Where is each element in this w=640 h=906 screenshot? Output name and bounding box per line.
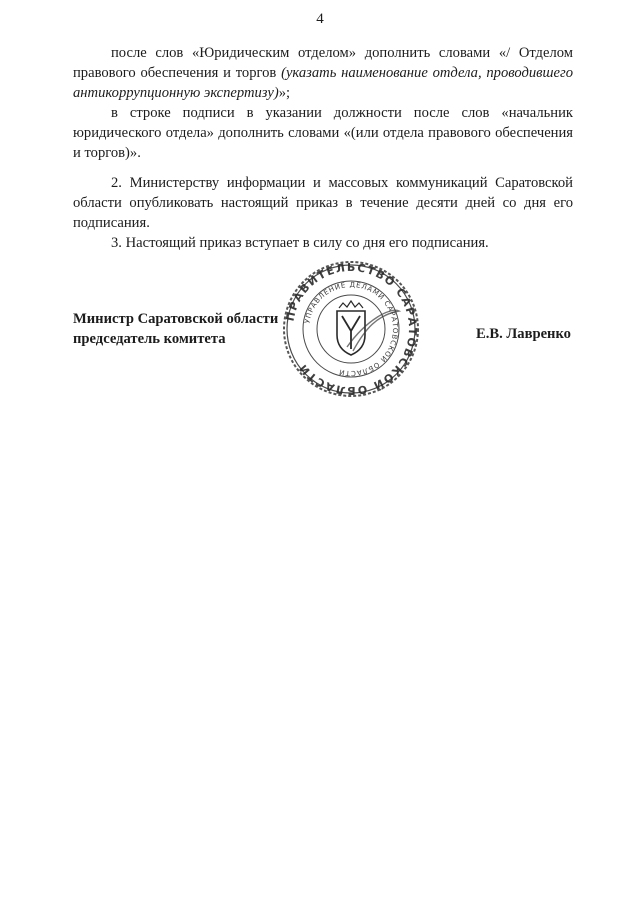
paragraph-amendment-1 [73,43,573,103]
paragraph-item-3: 3. Настоящий приказ вступает в силу со дня его подписания. [111,235,489,251]
document-body [73,43,573,253]
svg-text:ПРАВИТЕЛЬСТВО САРАТОВСКОЙ ОБЛА: ПРАВИТЕЛЬСТВО САРАТОВСКОЙ ОБЛАСТИ [283,260,420,398]
paragraph-italic-note: (указать наименование отдела, проводившего антикоррупционную экспертизу) [73,65,573,101]
svg-text:УПРАВЛЕНИЕ ДЕЛАМИ САРАТОВСКОЙ: УПРАВЛЕНИЕ ДЕЛАМИ САРАТОВСКОЙ ОБЛАСТИ [303,280,400,378]
paragraph-text: »; [278,85,291,101]
signature-position-line1: Министр Саратовской области [73,311,279,327]
official-seal [281,259,421,399]
signatory-name: Е.В. Лавренко [476,326,571,342]
signature-position-line2: председатель комитета [73,331,226,347]
page-number: 4 [316,11,324,27]
paragraph-amendment-2: в строке подписи в указании должности после слов «начальник юридического отдела» дополнить словами «(или отдела правового обеспечения и торгов)». [73,105,573,161]
paragraph-text: после слов «Юридическим отделом» дополнить словами «/ Отделом правового обеспечения и торгов [73,45,573,81]
paragraph-item-2: 2. Министерству информации и массовых коммуникаций Саратовской области опубликовать настоящий приказ в течение десяти дней со дня его подписания. [73,175,573,231]
signature-position [73,309,278,349]
